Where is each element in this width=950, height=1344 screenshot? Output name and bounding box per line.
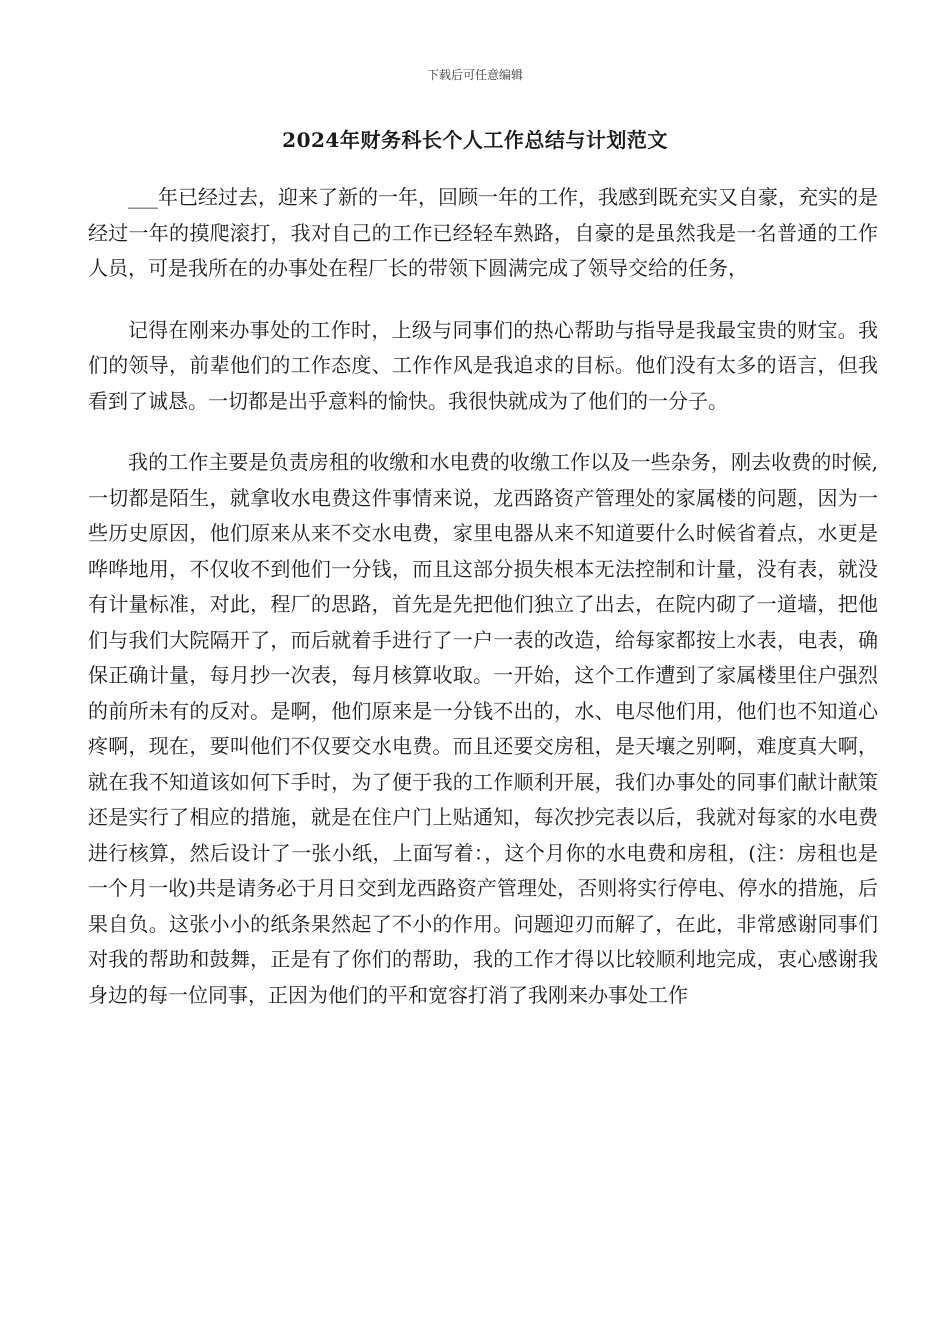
paragraph-1: ___年已经过去，迎来了新的一年，回顾一年的工作，我感到既充实又自豪，充实的是经过一年的摸爬滚打，我对自己的工作已经轻车熟路，自豪的是虽然我是一名普通的工作人员，可是我所在的办事处在程厂长的带领下圆满完成了领导交给的任务， bbox=[88, 185, 878, 280]
document-body bbox=[88, 180, 878, 1039]
paragraph-2: 记得在刚来办事处的工作时，上级与同事们的热心帮助与指导是我最宝贵的财宝。我们的领导，前辈他们的工作态度、工作作风是我追求的目标。他们没有太多的语言，但我看到了诚恳。一切都是出乎意料的愉快。我很快就成为了他们的一分子。 bbox=[88, 317, 878, 413]
document-title: 2024年财务科长个人工作总结与计划范文 bbox=[282, 128, 668, 152]
paragraph-3: 我的工作主要是负责房租的收缴和水电费的收缴工作以及一些杂务，刚去收费的时候,一切都是陌生，就拿收水电费这件事情来说，龙西路资产管理处的家属楼的问题，因为一些历史原因，他们原来从来不交水电费，家里电器从来不知道要什么时候省着点，水更是哗哗地用，不仅收不到他们一分钱，而且这部分损失根本无法控制和计量，没有表，就没有计量标准，对此，程厂的思路，首先是先把他们独立了出去，在院内砌了一道墙，把他们与我们大院隔开了，而后就着手进行了一户一表的改造，给每家都按上水表，电表，确保正确计量，每月抄一次表，每月核算收取。一开始，这个工作遭到了家属楼里住户强烈的前所未有的反对。是啊，他们原来是一分钱不出的，水、电尽他们用，他们也不知道心疼啊，现在，要叫他们不仅要交水电费。而且还要交房租，是天壤之别啊，难度真大啊，就在我不知道该如何下手时，为了便于我的工作顺利开展，我们办事处的同事们献计献策还是实行了相应的措施，就是在住户门上贴通知，每次抄完表以后，我就对每家的水电费进行核算，然后设计了一张小纸，上面写着：，这个月你的水电费和房租，(注：房租也是一个月一收)共是请务必于月日交到龙西路资产管理处，否则将实行停电、停水的措施，后果自负。这张小小的纸条果然起了不小的作用。问题迎刃而解了，在此，非常感谢同事们对我的帮助和鼓舞，正是有了你们的帮助，我的工作才得以比较顺利地完成，衷心感谢我身边的每一位同事，正因为他们的平和宽容打消了我刚来办事处工作 bbox=[88, 450, 878, 1007]
header-note: 下载后可任意编辑 bbox=[426, 68, 523, 82]
